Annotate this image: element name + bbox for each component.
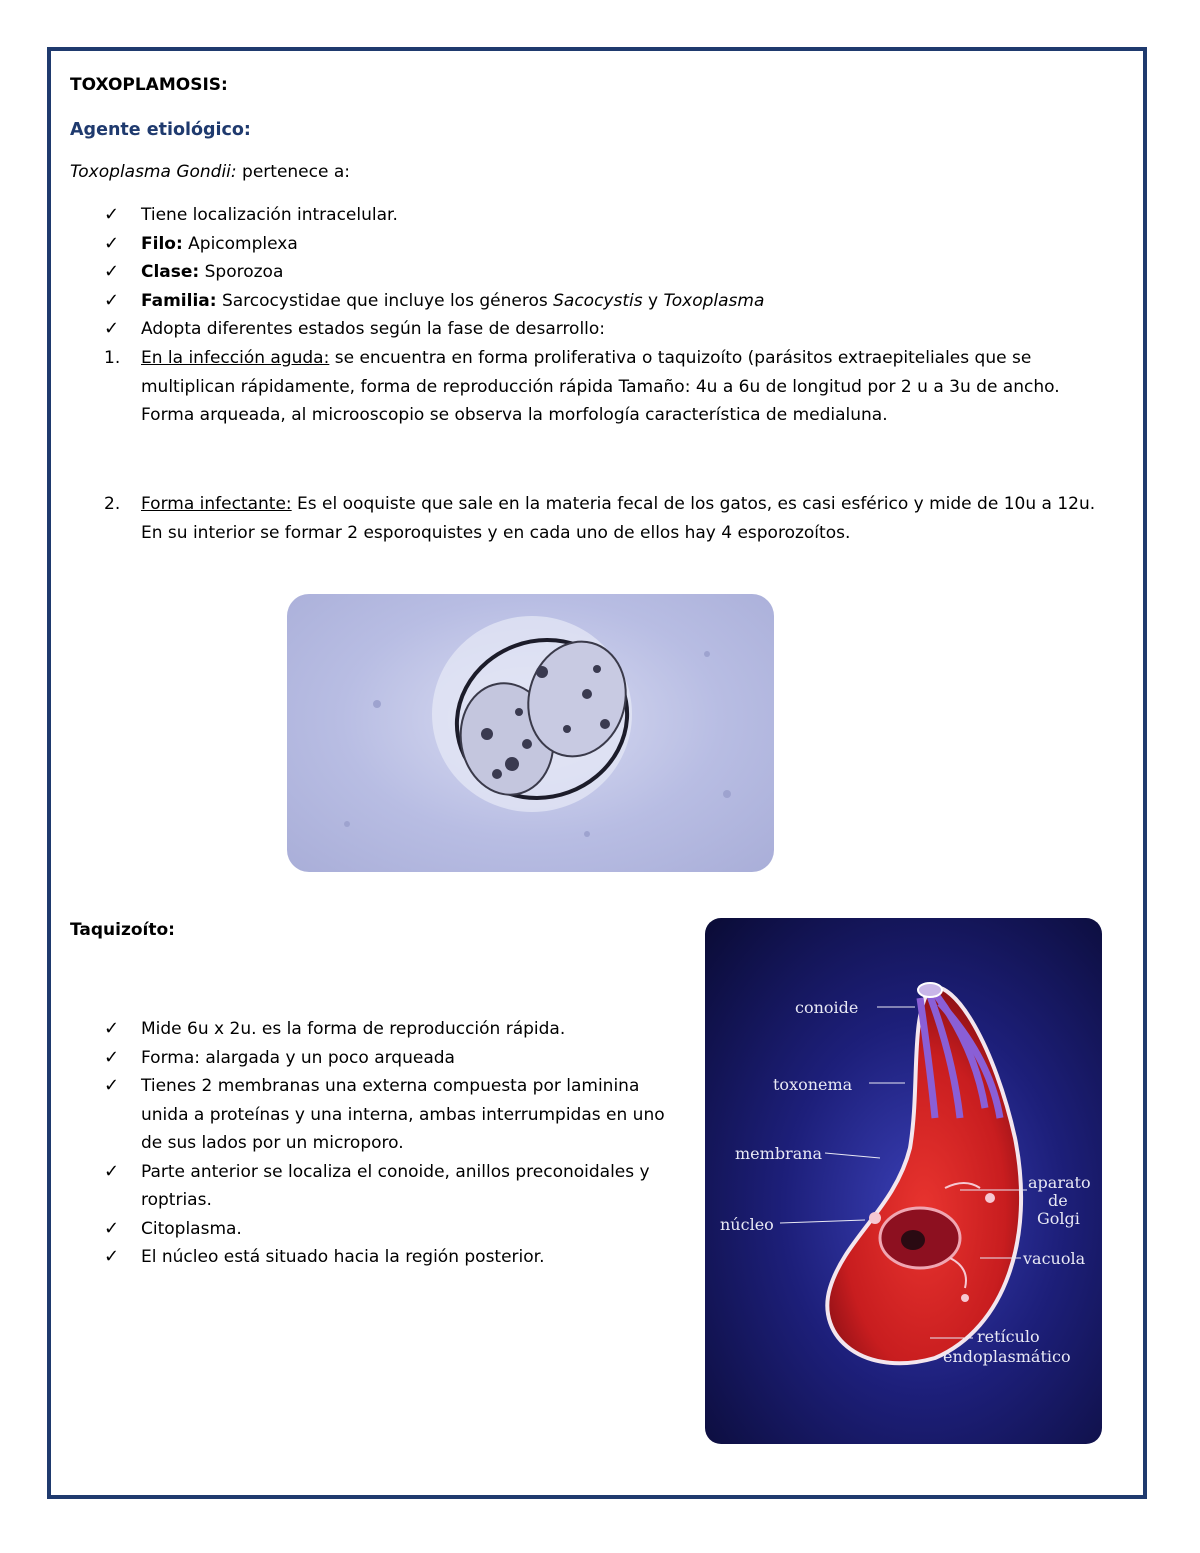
- label-membrana: membrana: [735, 1144, 823, 1163]
- checkmark-icon: ✓: [104, 204, 120, 225]
- label-golgi: Golgi: [1037, 1209, 1080, 1228]
- checkmark-icon: ✓: [104, 232, 120, 254]
- list-item: ✓ Tiene localización intracelular.: [104, 201, 764, 230]
- list-item-cont: roptrias.: [141, 1190, 212, 1210]
- checkmark-icon: ✓: [104, 261, 120, 282]
- checkmark-icon: ✓: [104, 289, 120, 311]
- page-title: TOXOPLAMOSIS:: [70, 75, 228, 95]
- list-item-cont: de sus lados por un microporo.: [141, 1133, 404, 1153]
- label-de: de: [1048, 1191, 1068, 1210]
- list-item: ✓ Forma: alargada y un poco arqueada: [104, 1044, 665, 1073]
- oocyst-micrograph: [287, 594, 774, 872]
- checkmark-icon: ✓: [104, 1046, 120, 1068]
- list-item: ✓ Clase: Sporozoa: [104, 258, 764, 287]
- list-item: ✓ Familia: Sarcocystidae que incluye los géneros Sacocystis y Toxoplasma: [104, 287, 764, 316]
- taquizoito-list: [104, 1015, 665, 1272]
- list-item-cont: En su interior se formar 2 esporoquistes y en cada uno de ellos hay 4 esporozoítos.: [141, 522, 851, 543]
- intro-line: Toxoplasma Gondii: pertenece a:: [70, 162, 350, 182]
- list-item: ✓ Adopta diferentes estados según la fase de desarrollo:: [104, 315, 764, 344]
- label-nucleo: núcleo: [720, 1215, 774, 1234]
- list-item-cont: multiplican rápidamente, forma de reproducción rápida Tamaño: 4u a 6u de longitud por 2 u a 3u de ancho.: [141, 376, 1060, 397]
- oocyst-illustration: [287, 594, 774, 872]
- section-heading: Agente etiológico:: [70, 120, 251, 140]
- list-item: ✓ Mide 6u x 2u. es la forma de reproducción rápida.: [104, 1015, 665, 1044]
- checkmark-icon: ✓: [104, 1160, 120, 1182]
- label-aparato: aparato: [1028, 1173, 1091, 1192]
- classification-list: [104, 201, 764, 344]
- checkmark-icon: ✓: [104, 1075, 120, 1096]
- numbered-item-1: [104, 344, 1060, 430]
- taquizoito-illustration: [705, 918, 1102, 1444]
- numbered-item-2: [104, 490, 1095, 547]
- list-item: 2. Forma infectante: Es el ooquiste que sale en la materia fecal de los gatos, es casi esférico y mide de 10u a 12u.: [104, 494, 1096, 514]
- checkmark-icon: ✓: [104, 318, 120, 339]
- checkmark-icon: ✓: [104, 1246, 120, 1267]
- list-item: ✓ Citoplasma.: [104, 1215, 665, 1244]
- list-item: 1. En la infección aguda: se encuentra en forma proliferativa o taquizoíto (parásitos extraepiteliales que se: [104, 348, 1032, 368]
- taquizoito-heading: Taquizoíto:: [70, 920, 175, 940]
- list-item-cont: unida a proteínas y una interna, ambas interrumpidas en uno: [141, 1104, 665, 1125]
- checkmark-icon: ✓: [104, 1217, 120, 1239]
- label-conoide: conoide: [795, 998, 859, 1017]
- list-item-cont: Forma arqueada, al microoscopio se observa la morfología característica de medialuna.: [141, 405, 888, 425]
- taquizoito-diagram: [705, 918, 1102, 1444]
- list-item: ✓ El núcleo está situado hacia la región posterior.: [104, 1243, 665, 1272]
- list-item: ✓ Tienes 2 membranas una externa compuesta por laminina: [104, 1072, 665, 1101]
- checkmark-icon: ✓: [104, 1018, 120, 1039]
- list-item: ✓ Filo: Apicomplexa: [104, 230, 764, 259]
- label-vacuola: vacuola: [1023, 1249, 1086, 1268]
- label-reticulo: retículo: [977, 1327, 1040, 1346]
- list-item: ✓ Parte anterior se localiza el conoide, anillos preconoidales y: [104, 1158, 665, 1187]
- label-endoplasmatico: endoplasmático: [943, 1347, 1071, 1366]
- label-toxonema: toxonema: [773, 1075, 853, 1094]
